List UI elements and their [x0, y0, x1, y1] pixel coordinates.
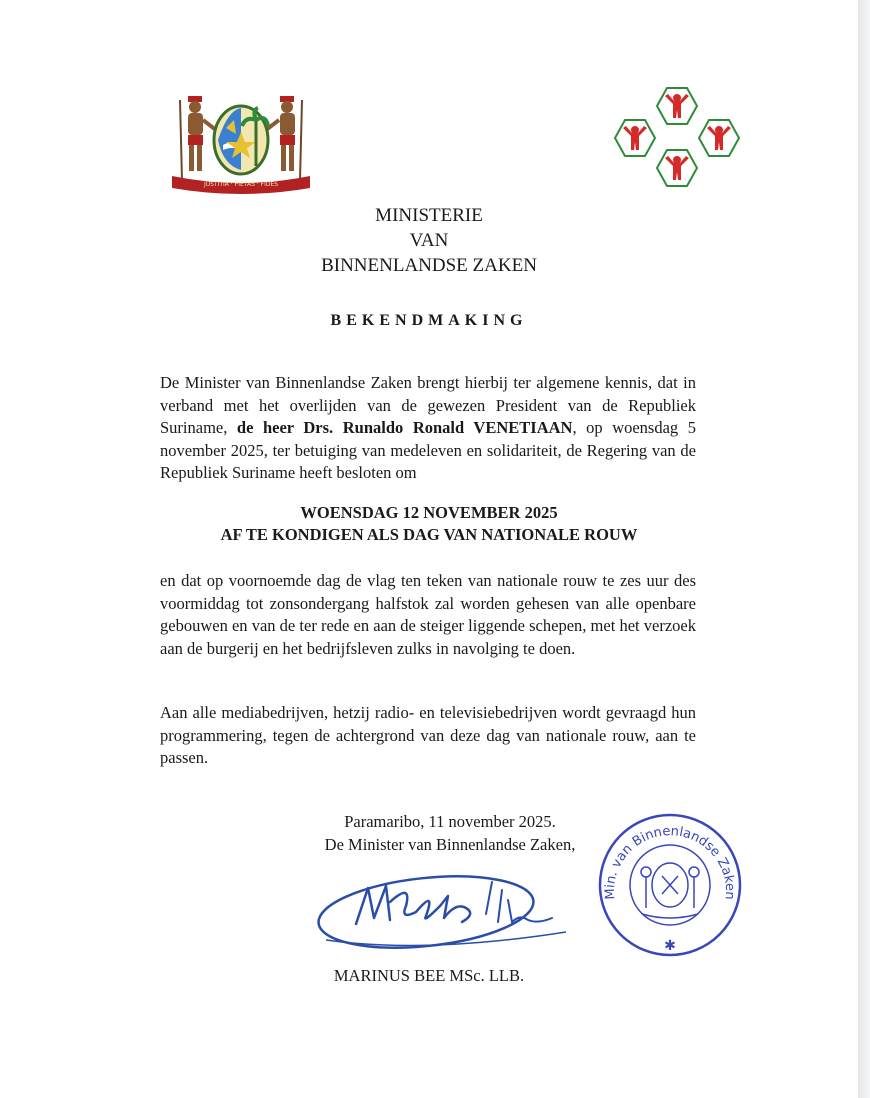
logo-hex-top [657, 88, 697, 124]
coa-shield [214, 106, 268, 174]
stamp-star-icon: ✱ [664, 938, 676, 954]
logo-hex-bottom [657, 150, 697, 186]
handwritten-signature [316, 862, 586, 962]
stamp-emblem-icon [641, 863, 699, 918]
closing-block [300, 811, 600, 856]
announcement-paragraph [160, 372, 696, 485]
flag-paragraph: en dat op voornoemde dag de vlag ten teken van nationale rouw te zes uur des voormiddag tot zonsondergang halfstok zal worden gehesen van alle openbare gebouwen en van de ter rede en aan de steiger liggende schepen, met het verzoek aan de burgerij en het bedrijfsleven zulks in navolging te doen. [160, 571, 696, 658]
ministry-line-2: VAN [409, 230, 449, 251]
ministry-heading [0, 203, 858, 278]
paragraph1-intro: De Minister van Binnenlandse Zaken brengt hierbij ter algemene kennis, dat in verband met het overlijden van de gewezen President van de Republiek Suriname, [160, 373, 696, 437]
stamp-text: Min. van Binnenlandse Zaken [602, 824, 738, 901]
coa-left-figure [180, 96, 216, 180]
signer-name: MARINUS BEE MSc. LLB. [333, 966, 525, 985]
declaration-line-1: WOENSDAG 12 NOVEMBER 2025 [300, 503, 558, 522]
coa-right-figure [266, 96, 302, 180]
signatory-role: De Minister van Binnenlandse Zaken, [324, 834, 576, 854]
paragraph1-rest: , op woensdag 5 november 2025, ter betuiging van medeleven en solidariteit, de Regering van de Republiek Suriname heeft besloten om [160, 418, 696, 482]
coa-motto: JUSTITIA · PIETAS · FIDES [203, 181, 279, 188]
declaration-line-2: AF TE KONDIGEN ALS DAG VAN NATIONALE ROUW [220, 525, 638, 544]
hexagon-figures-logo-icon [605, 82, 749, 192]
coat-of-arms-icon [168, 90, 314, 194]
deceased-name: de heer Drs. Runaldo Ronald VENETIAAN [236, 418, 573, 437]
ministry-stamp [594, 810, 746, 960]
document-title: BEKENDMAKING [330, 312, 528, 329]
logo-hex-right [699, 120, 739, 156]
ministry-line-1: MINISTERIE [375, 205, 483, 226]
ministry-line-3: BINNENLANDSE ZAKEN [321, 255, 537, 276]
national-mourning-declaration [0, 502, 858, 546]
place-date: Paramaribo, 11 november 2025. [344, 812, 556, 831]
media-paragraph: Aan alle mediabedrijven, hetzij radio- en televisiebedrijven wordt gevraagd hun programmering, tegen de achtergrond van deze dag van nationale rouw, aan te passen. [160, 703, 696, 767]
page-edge [858, 0, 870, 1098]
logo-hex-left [615, 120, 655, 156]
